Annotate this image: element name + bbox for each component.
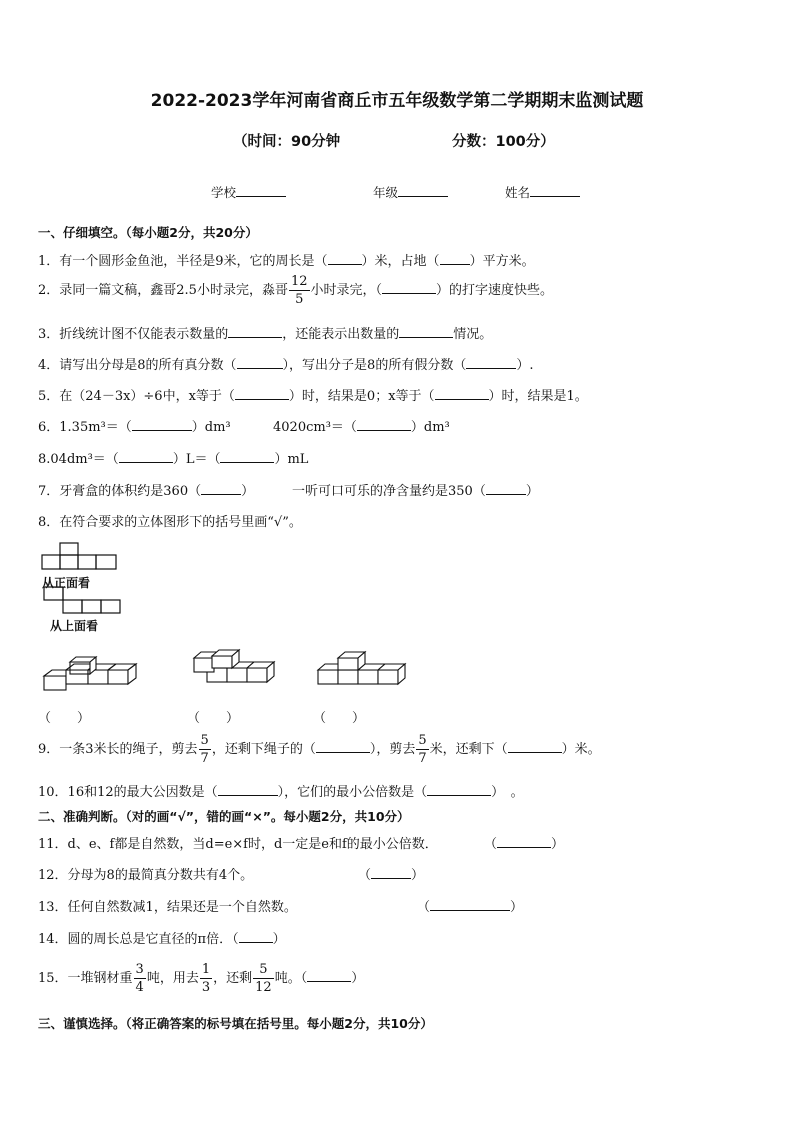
top-view-label: 从上面看 (50, 619, 99, 633)
question-12-answer: （ ） (358, 868, 425, 883)
question-13: 13．任何自然数减1，结果还是一个自然数。 (38, 900, 297, 915)
answer-blank[interactable] (218, 783, 278, 796)
question-10: 10．16和12的最大公因数是（ ），它们的最小公倍数是（ ） 。 (38, 785, 524, 800)
option-a-paren[interactable]: （ ） (38, 711, 91, 726)
question-15: 15．一堆钢材重 $\frac{3}{4}$ 吨，用去 $\frac{1}{3}$ ，还剩 $\frac{5}{12}$ 吨。（ ） (38, 962, 365, 995)
solid-b-icon (194, 650, 274, 682)
question-2: 2．录同一篇文稿，鑫哥2.5小时录完，淼哥 $\frac{12}{5}$ 小时录完，（ ）的打字速度快些。 (38, 274, 554, 307)
section2-heading: 二、准确判断。（对的画“√”，错的画“×”。每小题2分，共10分） (38, 809, 410, 824)
front-view-label: 从正面看 (42, 576, 91, 590)
question-6-line2: 8.04dm³＝（ ）L＝（ ）mL (38, 452, 309, 467)
option-b-paren[interactable]: （ ） (187, 711, 240, 726)
option-c-paren[interactable]: （ ） (313, 711, 366, 726)
fraction: $\frac{5}{12}$ (255, 962, 272, 995)
answer-blank[interactable] (371, 866, 411, 879)
question-8: 8．在符合要求的立体图形下的括号里画“√”。 (38, 515, 302, 530)
answer-blank[interactable] (307, 969, 351, 982)
question-1: 1．有一个圆形金鱼池，半径是9米，它的周长是（ ）米，占地（ ）平方米。 (38, 254, 535, 269)
question-11-answer: （ ） (484, 837, 565, 852)
question-7: 7．牙膏盒的体积约是360（ ） (38, 484, 255, 499)
fraction: $\frac{12}{5}$ (290, 274, 308, 307)
question-12: 12．分母为8的最简真分数共有4个。 (38, 868, 254, 883)
answer-blank[interactable] (239, 930, 273, 943)
fraction: $\frac{5}{7}$ (200, 733, 209, 766)
fraction: $\frac{1}{3}$ (201, 962, 211, 995)
fraction: $\frac{5}{7}$ (418, 733, 427, 766)
question-13-answer: （ ） (417, 900, 524, 915)
question-4: 4．请写出分母是8的所有真分数（ ），写出分子是8的所有假分数（ ）. (38, 358, 534, 373)
answer-blank[interactable] (427, 783, 491, 796)
question-11: 11．d、e、f都是自然数，当d=e×f时，d一定是e和f的最小公倍数． (38, 837, 438, 852)
exam-title: 2022-2023学年河南省商丘市五年级数学第二学期期末监测试题 (150, 91, 644, 111)
exam-score: 分数：100分） (452, 134, 555, 150)
answer-blank[interactable] (508, 740, 562, 753)
question-7-part2: 一听可口可乐的净含量约是350（ ） (292, 484, 539, 499)
exam-time: （时间：90分钟 (233, 134, 341, 150)
solid-a-icon (44, 657, 136, 690)
question-3: 3．折线统计图不仅能表示数量的 ，还能表示出数量的 情况。 (38, 327, 493, 342)
answer-blank[interactable] (497, 835, 551, 848)
question-5: 5．在（24－3x）÷6中，x等于（ ）时，结果是0；x等于（ ）时，结果是1。 (38, 389, 588, 404)
name-label: 姓名 (505, 185, 531, 200)
question-9: 9．一条3米长的绳子，剪去 $\frac{5}{7}$ ，还剩下绳子的（ ），剪去 $\frac{5}{7}$ 米，还剩下（ ）米。 (38, 733, 601, 766)
question-6-part2: 4020cm³＝（ ）dm³ (273, 420, 450, 435)
section3-heading: 三、谨慎选择。（将正确答案的标号填在括号里。每小题2分，共10分） (38, 1016, 433, 1031)
front-view-icon (42, 543, 116, 569)
grade-label: 年级 (373, 185, 399, 200)
answer-blank[interactable] (316, 740, 370, 753)
answer-blank[interactable] (430, 898, 510, 911)
solid-c-icon (318, 652, 405, 684)
question-14: 14．圆的周长总是它直径的π倍．（ ） (38, 932, 286, 947)
school-label: 学校 (211, 185, 237, 200)
section1-heading: 一、仔细填空。（每小题2分，共20分） (38, 225, 258, 240)
fraction: $\frac{3}{4}$ (135, 962, 144, 995)
question-6-line1: 6．1.35m³＝（ ）dm³ (38, 420, 231, 435)
